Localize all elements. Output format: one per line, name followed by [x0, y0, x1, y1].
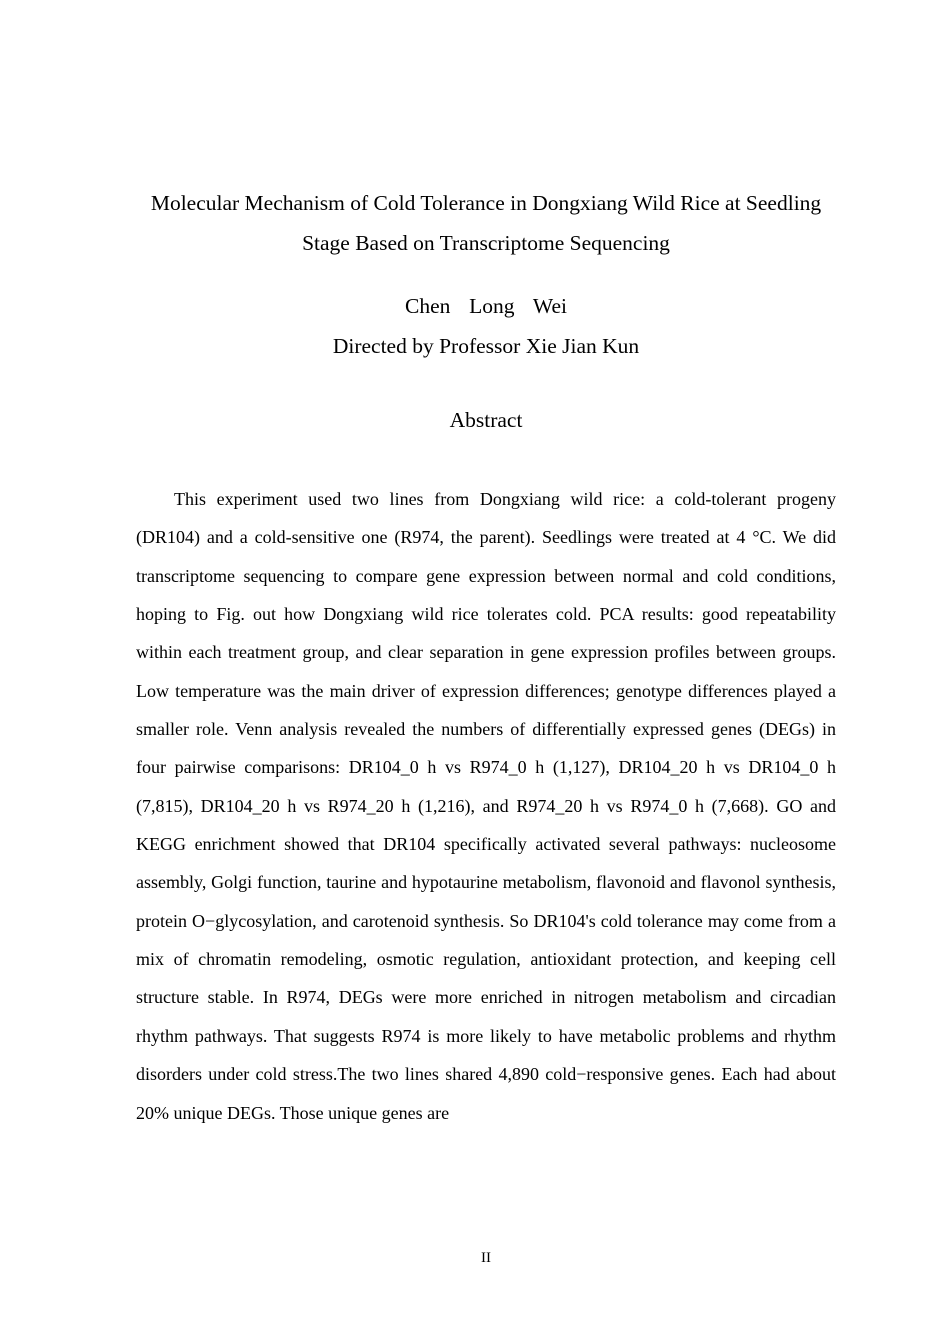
- page-number: II: [481, 1250, 491, 1266]
- title-line-2: Stage Based on Transcriptome Sequencing: [302, 230, 670, 255]
- director-line: Directed by Professor Xie Jian Kun: [332, 334, 640, 358]
- document-title: [120, 184, 852, 263]
- author-name: Chen Long Wei: [405, 294, 567, 318]
- abstract-paragraph: This experiment used two lines from Dongxiang wild rice: a cold-tolerant progeny (DR104) and a cold-sensitive one (R974, the parent). Seedlings were treated at 4 °C. We did transcriptome sequencing to compare gene expression between normal and cold conditions, hoping to Fig. out how Dongxiang wild rice tolerates cold. PCA results: good repeatability within each treatment group, and clear separation in gene expression profiles between groups. Low temperature was the main driver of expression differences; genotype differences played a smaller role. Venn analysis revealed the numbers of differentially expressed genes (DEGs) in four pairwise comparisons: DR104_0 h vs R974_0 h (1,127), DR104_20 h vs DR104_0 h (7,815), DR104_20 h vs R974_20 h (1,216), and R974_20 h vs R974_0 h (7,668). GO and KEGG enrichment showed that DR104 specifically activated several pathways: nucleosome assembly, Golgi function, taurine and hypotaurine metabolism, flavonoid and flavonol synthesis, protein O−glycosylation, and carotenoid synthesis. So DR104's cold tolerance may come from a mix of chromatin remodeling, osmotic regulation, antioxidant protection, and keeping cell structure stable. In R974, DEGs were more enriched in nitrogen metabolism and circadian rhythm pathways. That suggests R974 is more likely to have metabolic problems and rhythm disorders under cold stress.The two lines shared 4,890 cold−responsive genes. Each had about 20% unique DEGs. Those unique genes are: [136, 489, 836, 1123]
- title-line-1: Molecular Mechanism of Cold Tolerance in Dongxiang Wild Rice at Seedling: [150, 191, 822, 215]
- abstract-heading: Abstract: [449, 408, 523, 432]
